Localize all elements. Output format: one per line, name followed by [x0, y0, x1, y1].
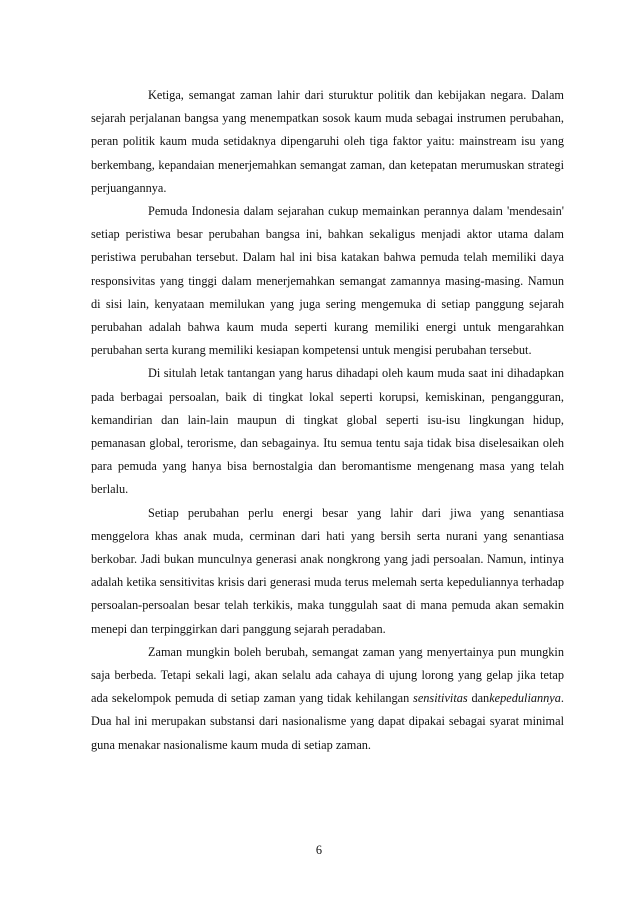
page-number: 6 — [315, 843, 323, 857]
paragraph-5-text-after: . Dua hal ini merupakan substansi dari nasionalisme yang dapat dipakai sebagai syarat minimal guna menakar nasionalisme kaum muda di setiap zaman. — [91, 691, 564, 752]
paragraph-2: Pemuda Indonesia dalam sejarahan cukup memainkan perannya dalam 'mendesain' setiap peristiwa besar perubahan bangsa ini, bahkan sekaligus menjadi aktor utama dalam peristiwa perubahan tersebut. Dalam hal ini bisa katakan bahwa pemuda telah memiliki daya responsivitas yang tinggi dalam menerjemahkan semangat zamannya masing-masing. Namun di sisi lain, kenyataan memilukan yang juga sering mengemuka di setiap panggung sejarah perubahan adalah bahwa kaum muda seperti kurang memiliki energi untuk mengarahkan perubahan serta kurang memiliki kesiapan kompetensi untuk mengisi perubahan tersebut. — [91, 204, 564, 358]
paragraph-5-text-middle: dan — [467, 691, 490, 706]
paragraph-1: Ketiga, semangat zaman lahir dari sturuktur politik dan kebijakan negara. Dalam sejarah perjalanan bangsa yang menempatkan sosok kaum muda sebagai instrumen perubahan, peran politik kaum muda setidaknya dipengaruhi oleh tiga faktor yaitu: mainstream isu yang berkembang, kepandaian menerjemahkan semangat zaman, dan ketepatan merumuskan strategi perjuangannya. — [91, 88, 564, 195]
paragraph-5 — [91, 641, 564, 757]
paragraph-5-italic-kepedulian: kepeduliannya — [489, 691, 561, 706]
paragraph-5-text-before: Zaman mungkin boleh berubah, semangat zaman yang menyertainya pun mungkin saja berbeda. Tetapi sekali lagi, akan selalu ada cahaya di ujung lorong yang gelap jika tetap ada sekelompok pemuda di setiap zaman yang tidak kehilangan — [91, 644, 564, 706]
body-text — [91, 84, 564, 757]
paragraph-3: Di situlah letak tantangan yang harus dihadapi oleh kaum muda saat ini dihadapkan pada berbagai persoalan, baik di tingkat lokal seperti korupsi, kemiskinan, pengangguran, kemandirian dan lain-lain maupun di tingkat global seperti isu-isu lingkungan hidup, pemanasan global, terorisme, dan sebagainya. Itu semua tentu saja tidak bisa diselesaikan oleh para pemuda yang hanya bisa bernostalgia dan beromantisme mengenang masa yang telah berlalu. — [91, 366, 564, 497]
paragraph-5-italic-sensitivitas: sensitivitas — [413, 691, 468, 706]
paragraph-4: Setiap perubahan perlu energi besar yang lahir dari jiwa yang senantiasa menggelora khas anak muda, cerminan dari hati yang bersih serta nurani yang senantiasa berkobar. Jadi bukan munculnya generasi anak nongkrong yang jadi persoalan. Namun, intinya adalah ketika sensitivitas krisis dari generasi muda terus melemah serta kepeduliannya terhadap persoalan-persoalan besar telah terkikis, maka tunggulah saat di mana pemuda akan semakin menepi dan terpinggirkan dari panggung sejarah peradaban. — [91, 505, 564, 636]
